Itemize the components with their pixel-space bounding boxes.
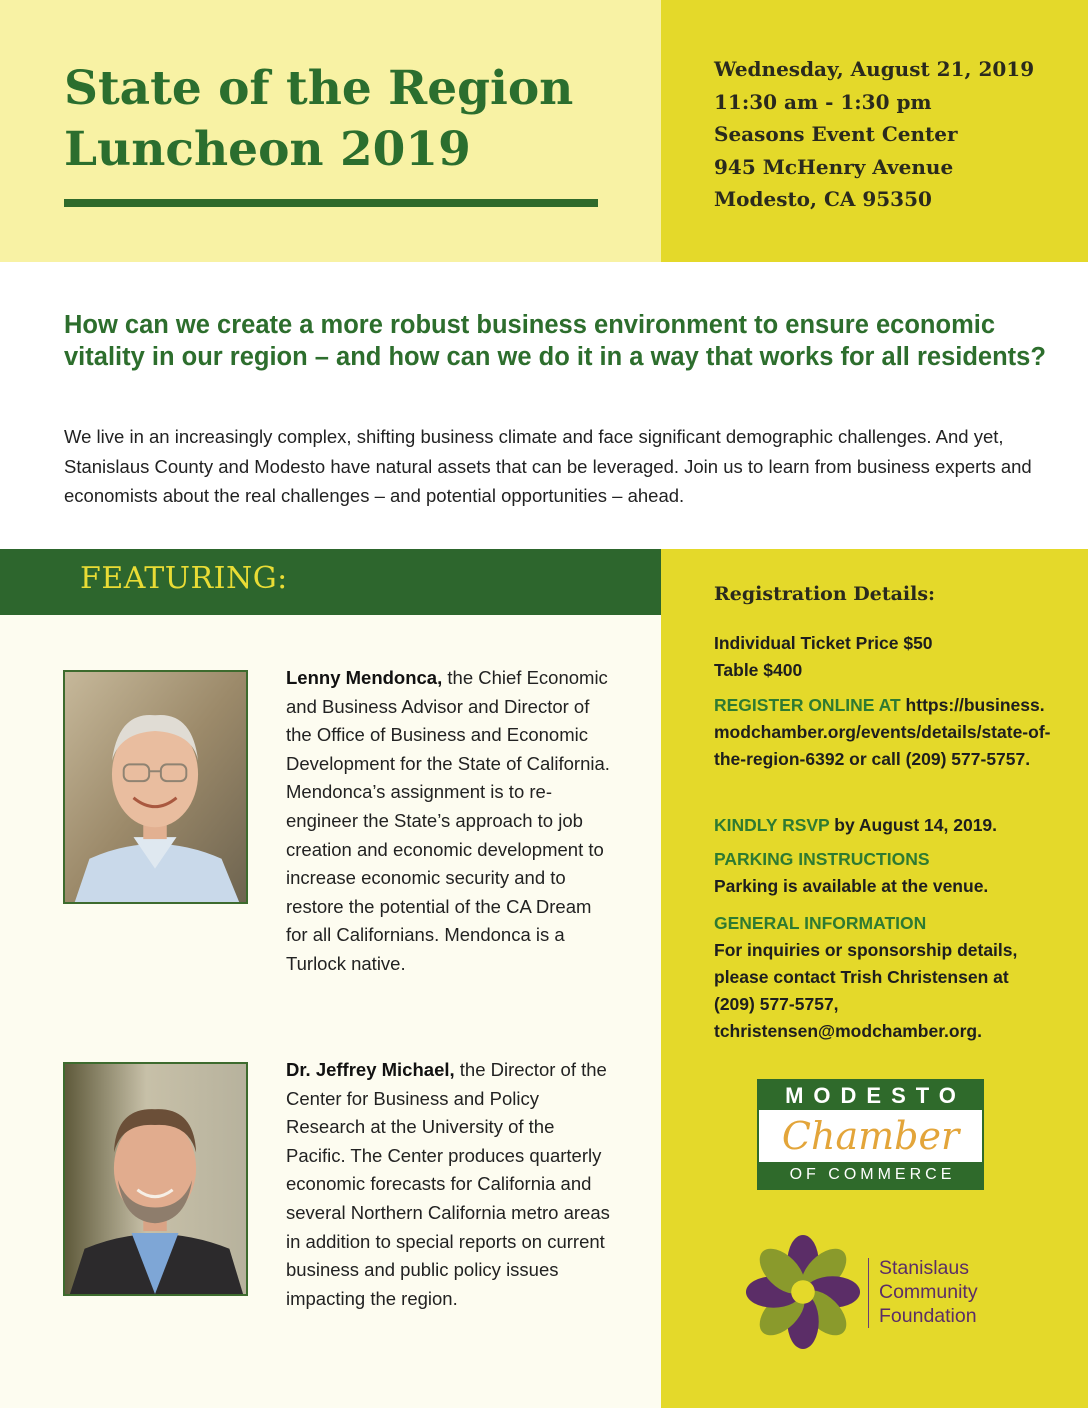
registration-heading: Registration Details:	[714, 583, 936, 605]
rsvp-label: KINDLY RSVP	[714, 815, 830, 835]
parking-text: Parking is available at the venue.	[714, 876, 989, 896]
register-online[interactable]	[714, 692, 1054, 773]
parking-label: PARKING INSTRUCTIONS	[714, 849, 930, 869]
ticket-price: Individual Ticket Price $50	[714, 633, 933, 653]
register-link-text[interactable]: https://business.modchamber.org/events/details/state-of-the-region-6392 or call (209) 577-5757.	[714, 695, 1051, 769]
rsvp-info	[714, 812, 1054, 839]
chamber-logo-script: Chamber	[781, 1114, 960, 1158]
speaker-1-description: the Chief Economic and Business Advisor and Director of the Office of Business and Economic Development for the State of California. Mendonca’s assignment is to re-engineer the State’s approach to job creation and economic development to increase economic security and to restore the potential of the CA Dream for all Californians. Mendonca is a Turlock native.	[286, 667, 610, 974]
intro-body: We live in an increasingly complex, shifting business climate and face significant demographic challenges. And yet, Stanislaus County and Modesto have natural assets that can be leveraged. Join us to learn from business experts and economists about the real challenges – and potential opportunities – ahead.	[64, 426, 1032, 506]
event-info	[714, 53, 1074, 216]
parking-info	[714, 846, 1054, 900]
title-underline	[64, 199, 598, 207]
chamber-logo-bottom: OF COMMERCE	[759, 1162, 982, 1188]
intro-question: How can we create a more robust business environment to ensure economic vitality in our region – and how can we do it in a way that works for all residents?	[64, 311, 1046, 371]
foundation-line-2: Community	[879, 1281, 978, 1303]
table-price: Table $400	[714, 660, 803, 680]
speaker-2-bio	[286, 1056, 616, 1313]
general-text: For inquiries or sponsorship details, please contact Trish Christensen at (209) 577-5757, tchristensen@modchamber.org.	[714, 940, 1018, 1041]
foundation-line-3: Foundation	[879, 1305, 977, 1327]
speaker-1-photo	[63, 670, 248, 904]
speaker-2-name: Dr. Jeffrey Michael,	[286, 1059, 455, 1080]
general-info	[714, 910, 1054, 1045]
foundation-line-1: Stanislaus	[879, 1257, 969, 1279]
ticket-prices	[714, 630, 1054, 684]
modesto-chamber-logo	[757, 1079, 984, 1190]
speaker-1-bio	[286, 664, 616, 979]
page-title	[64, 58, 644, 180]
event-city: Modesto, CA 95350	[714, 187, 932, 211]
foundation-flower-icon	[743, 1233, 863, 1351]
event-time: 11:30 am - 1:30 pm	[714, 89, 932, 114]
speaker-2-description: the Director of the Center for Business and Policy Research at the University of the Pacific. The Center produces quarterly economic forecasts for California and several Northern California metro areas in addition to special reports on current business and public policy issues impacting the region.	[286, 1059, 610, 1309]
featuring-heading: FEATURING:	[80, 561, 288, 596]
foundation-logo-text	[879, 1256, 978, 1328]
title-line-2: Luncheon 2019	[64, 122, 471, 177]
event-date: Wednesday, August 21, 2019	[714, 57, 1035, 81]
event-street: 945 McHenry Avenue	[714, 154, 954, 179]
chamber-logo-top: MODESTO	[759, 1081, 982, 1110]
rsvp-text: by August 14, 2019.	[829, 815, 998, 835]
event-venue: Seasons Event Center	[714, 122, 958, 146]
foundation-divider	[868, 1258, 869, 1328]
register-label: REGISTER ONLINE AT	[714, 695, 901, 715]
speaker-1-name: Lenny Mendonca,	[286, 667, 443, 688]
title-line-1: State of the Region	[64, 61, 574, 116]
speaker-2-photo	[63, 1062, 248, 1296]
general-label: GENERAL INFORMATION	[714, 913, 927, 933]
